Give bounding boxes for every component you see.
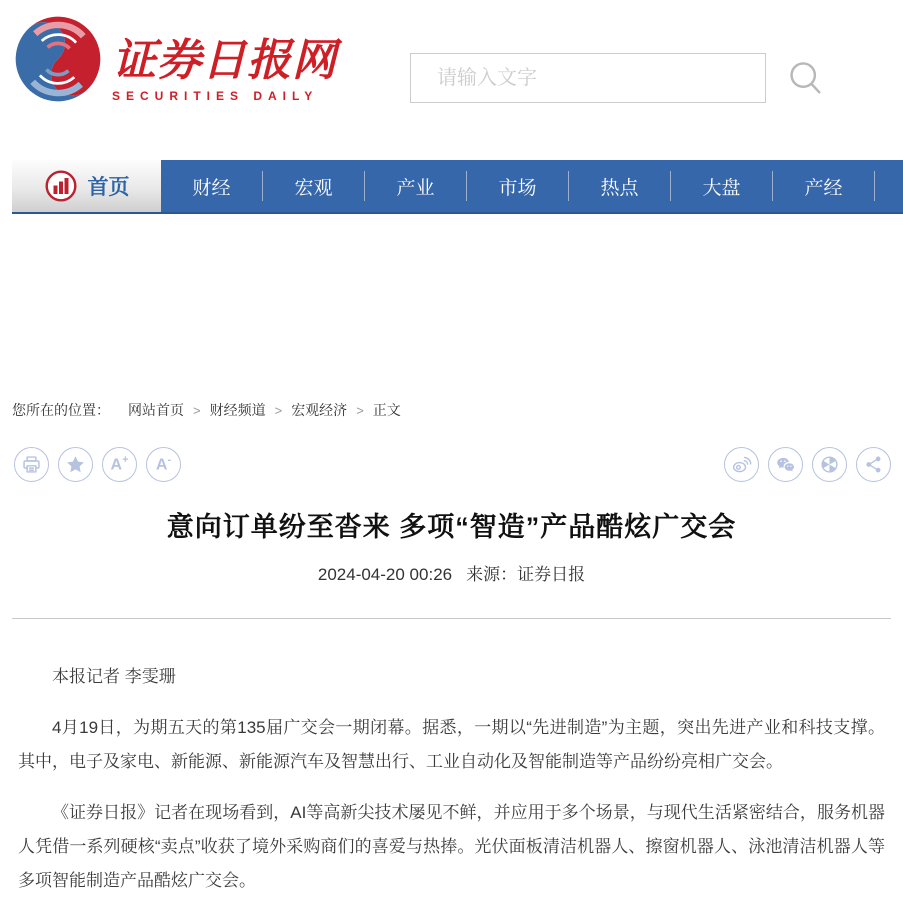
share-icon — [863, 454, 884, 475]
nav-item-hotspot[interactable]: 热点 — [600, 177, 639, 199]
article-date: 2024-04-20 00:26 — [317, 565, 453, 584]
breadcrumb-link-macro[interactable]: 宏观经济 — [291, 402, 348, 418]
print-button[interactable] — [14, 447, 49, 482]
font-increase-button[interactable] — [102, 447, 137, 482]
article-paragraph-reporter: 本报记者 李雯珊 — [52, 667, 176, 686]
breadcrumb-current: 正文 — [372, 402, 401, 418]
nav-item-industry[interactable]: 产业 — [396, 177, 435, 199]
wechat-icon — [775, 454, 796, 475]
weibo-icon — [731, 454, 752, 475]
search-icon — [786, 59, 826, 99]
search-button[interactable] — [786, 59, 826, 99]
favorite-button[interactable] — [58, 447, 93, 482]
font-increase-icon: A+ — [110, 454, 129, 474]
nav-item-home-label: 首页 — [87, 176, 130, 199]
article-divider — [12, 618, 891, 619]
nav-item-home[interactable] — [12, 160, 161, 212]
share-wechat-button[interactable] — [768, 447, 803, 482]
logo-swirl-icon — [12, 13, 104, 105]
font-decrease-icon: A- — [155, 454, 172, 474]
nav-item-market[interactable]: 市场 — [498, 177, 537, 199]
site-logo[interactable] — [12, 13, 337, 105]
toolbar-left-group — [14, 447, 181, 482]
article — [0, 505, 903, 898]
font-decrease-button[interactable] — [146, 447, 181, 482]
logo-subtitle: SECURITIES DAILY — [112, 89, 319, 103]
search-input[interactable] — [410, 53, 766, 103]
article-body — [18, 660, 885, 898]
breadcrumb-separator: > — [193, 402, 201, 418]
breadcrumb-link-home[interactable]: 网站首页 — [128, 402, 184, 418]
breadcrumb-separator: > — [356, 402, 364, 418]
nav-separator — [874, 171, 875, 201]
article-toolbar — [14, 447, 891, 482]
nav-item-dapan[interactable]: 大盘 — [702, 177, 741, 199]
aperture-icon — [819, 454, 840, 475]
share-button[interactable] — [856, 447, 891, 482]
breadcrumb-link-finance[interactable]: 财经频道 — [209, 402, 266, 418]
nav-item-chanjing[interactable]: 产经 — [804, 177, 843, 199]
article-source: 来源：证券日报 — [466, 565, 586, 584]
article-paragraph: 4月19日，为期五天的第135届广交会一期闭幕。据悉，一期以“先进制造”为主题，突出先进产业和科技支撑。其中，电子及家电、新能源、新能源汽车及智慧出行、工业自动化及智能制造等产品纷纷亮相广交会。 — [18, 718, 885, 771]
favorite-star-icon — [65, 454, 86, 475]
share-aperture-button[interactable] — [812, 447, 847, 482]
article-meta — [0, 560, 903, 585]
site-header — [0, 0, 903, 160]
toolbar-right-group — [724, 447, 891, 482]
logo-text — [112, 13, 337, 103]
logo-title: 证券日报网 — [112, 36, 337, 85]
nav-item-macro[interactable]: 宏观 — [294, 177, 333, 199]
main-nav — [12, 160, 903, 214]
article-title: 意向订单纷至沓来 多项“智造”产品酷炫广交会 — [166, 512, 737, 542]
print-icon — [21, 454, 42, 475]
nav-item-finance[interactable]: 财经 — [192, 177, 231, 199]
bar-chart-icon — [44, 169, 78, 203]
share-weibo-button[interactable] — [724, 447, 759, 482]
article-paragraph: 《证券日报》记者在现场看到，AI等高新尖技术屡见不鲜，并应用于多个场景，与现代生活紧密结合，服务机器人凭借一系列硬核“卖点”收获了境外采购商们的喜爱与热捧。光伏面板清洁机器人、擦窗机器人、泳池清洁机器人等多项智能制造产品酷炫广交会。 — [18, 803, 885, 890]
breadcrumb — [12, 376, 903, 420]
breadcrumb-separator: > — [274, 402, 283, 418]
breadcrumb-label: 您所在的位置： — [12, 402, 110, 418]
